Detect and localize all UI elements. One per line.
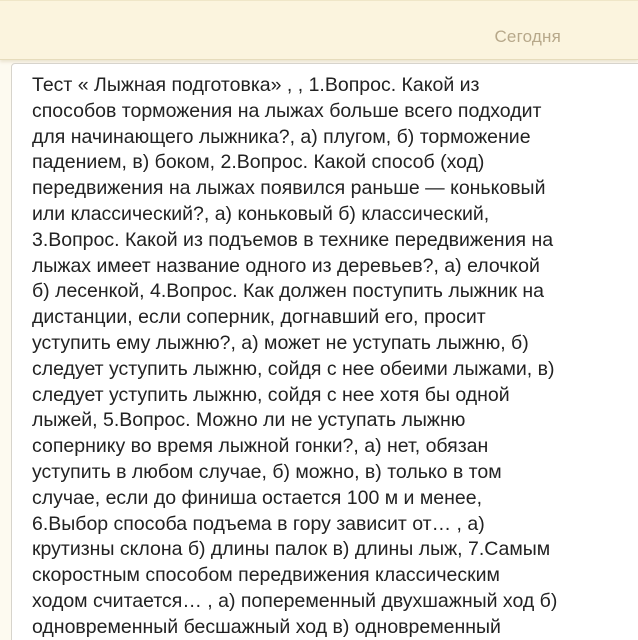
message-bubble[interactable] bbox=[11, 63, 638, 640]
date-separator-header bbox=[0, 0, 638, 60]
date-label: Сегодня bbox=[494, 27, 561, 46]
message-text[interactable]: Тест « Лыжная подготовка» , , 1.Вопрос. Какой из способов торможения на лыжах больше всего подходит для начинающего лыжника?, а) плугом, б) торможение падением, в) боком, 2.Вопрос. Какой способ (ход) передвижения на лыжах появился раньше — коньковый или классический?, а) коньковый б) классический, 3.Вопрос. Какой из подъемов в технике передвижения на лыжах имеет название одного из деревьев?, а) елочкой б) лесенкой, 4.Вопрос. Как должен поступить лыжник на дистанции, если соперник, догнавший его, просит уступить ему лыжню?, а) может не уступать лыжню, б) следует уступить лыжню, сойдя с нее обеими лыжами, в) следует уступить лыжню, сойдя с нее хотя бы одной лыжей, 5.Вопрос. Можно ли не уступать лыжню сопернику во время лыжной гонки?, а) нет, обязан уступить в любом случае, б) можно, в) только в том случае, если до финиша остается 100 м и менее, 6.Выбор способа подъема в гору зависит от… , а) крутизны склона б) длины палок в) длины лыж, 7.Самым скоростным способом передвижения классическим ходом считается… , а) попеременный двухшажный ход б) одновременный бесшажный ход в) одновременный bbox=[32, 74, 558, 638]
